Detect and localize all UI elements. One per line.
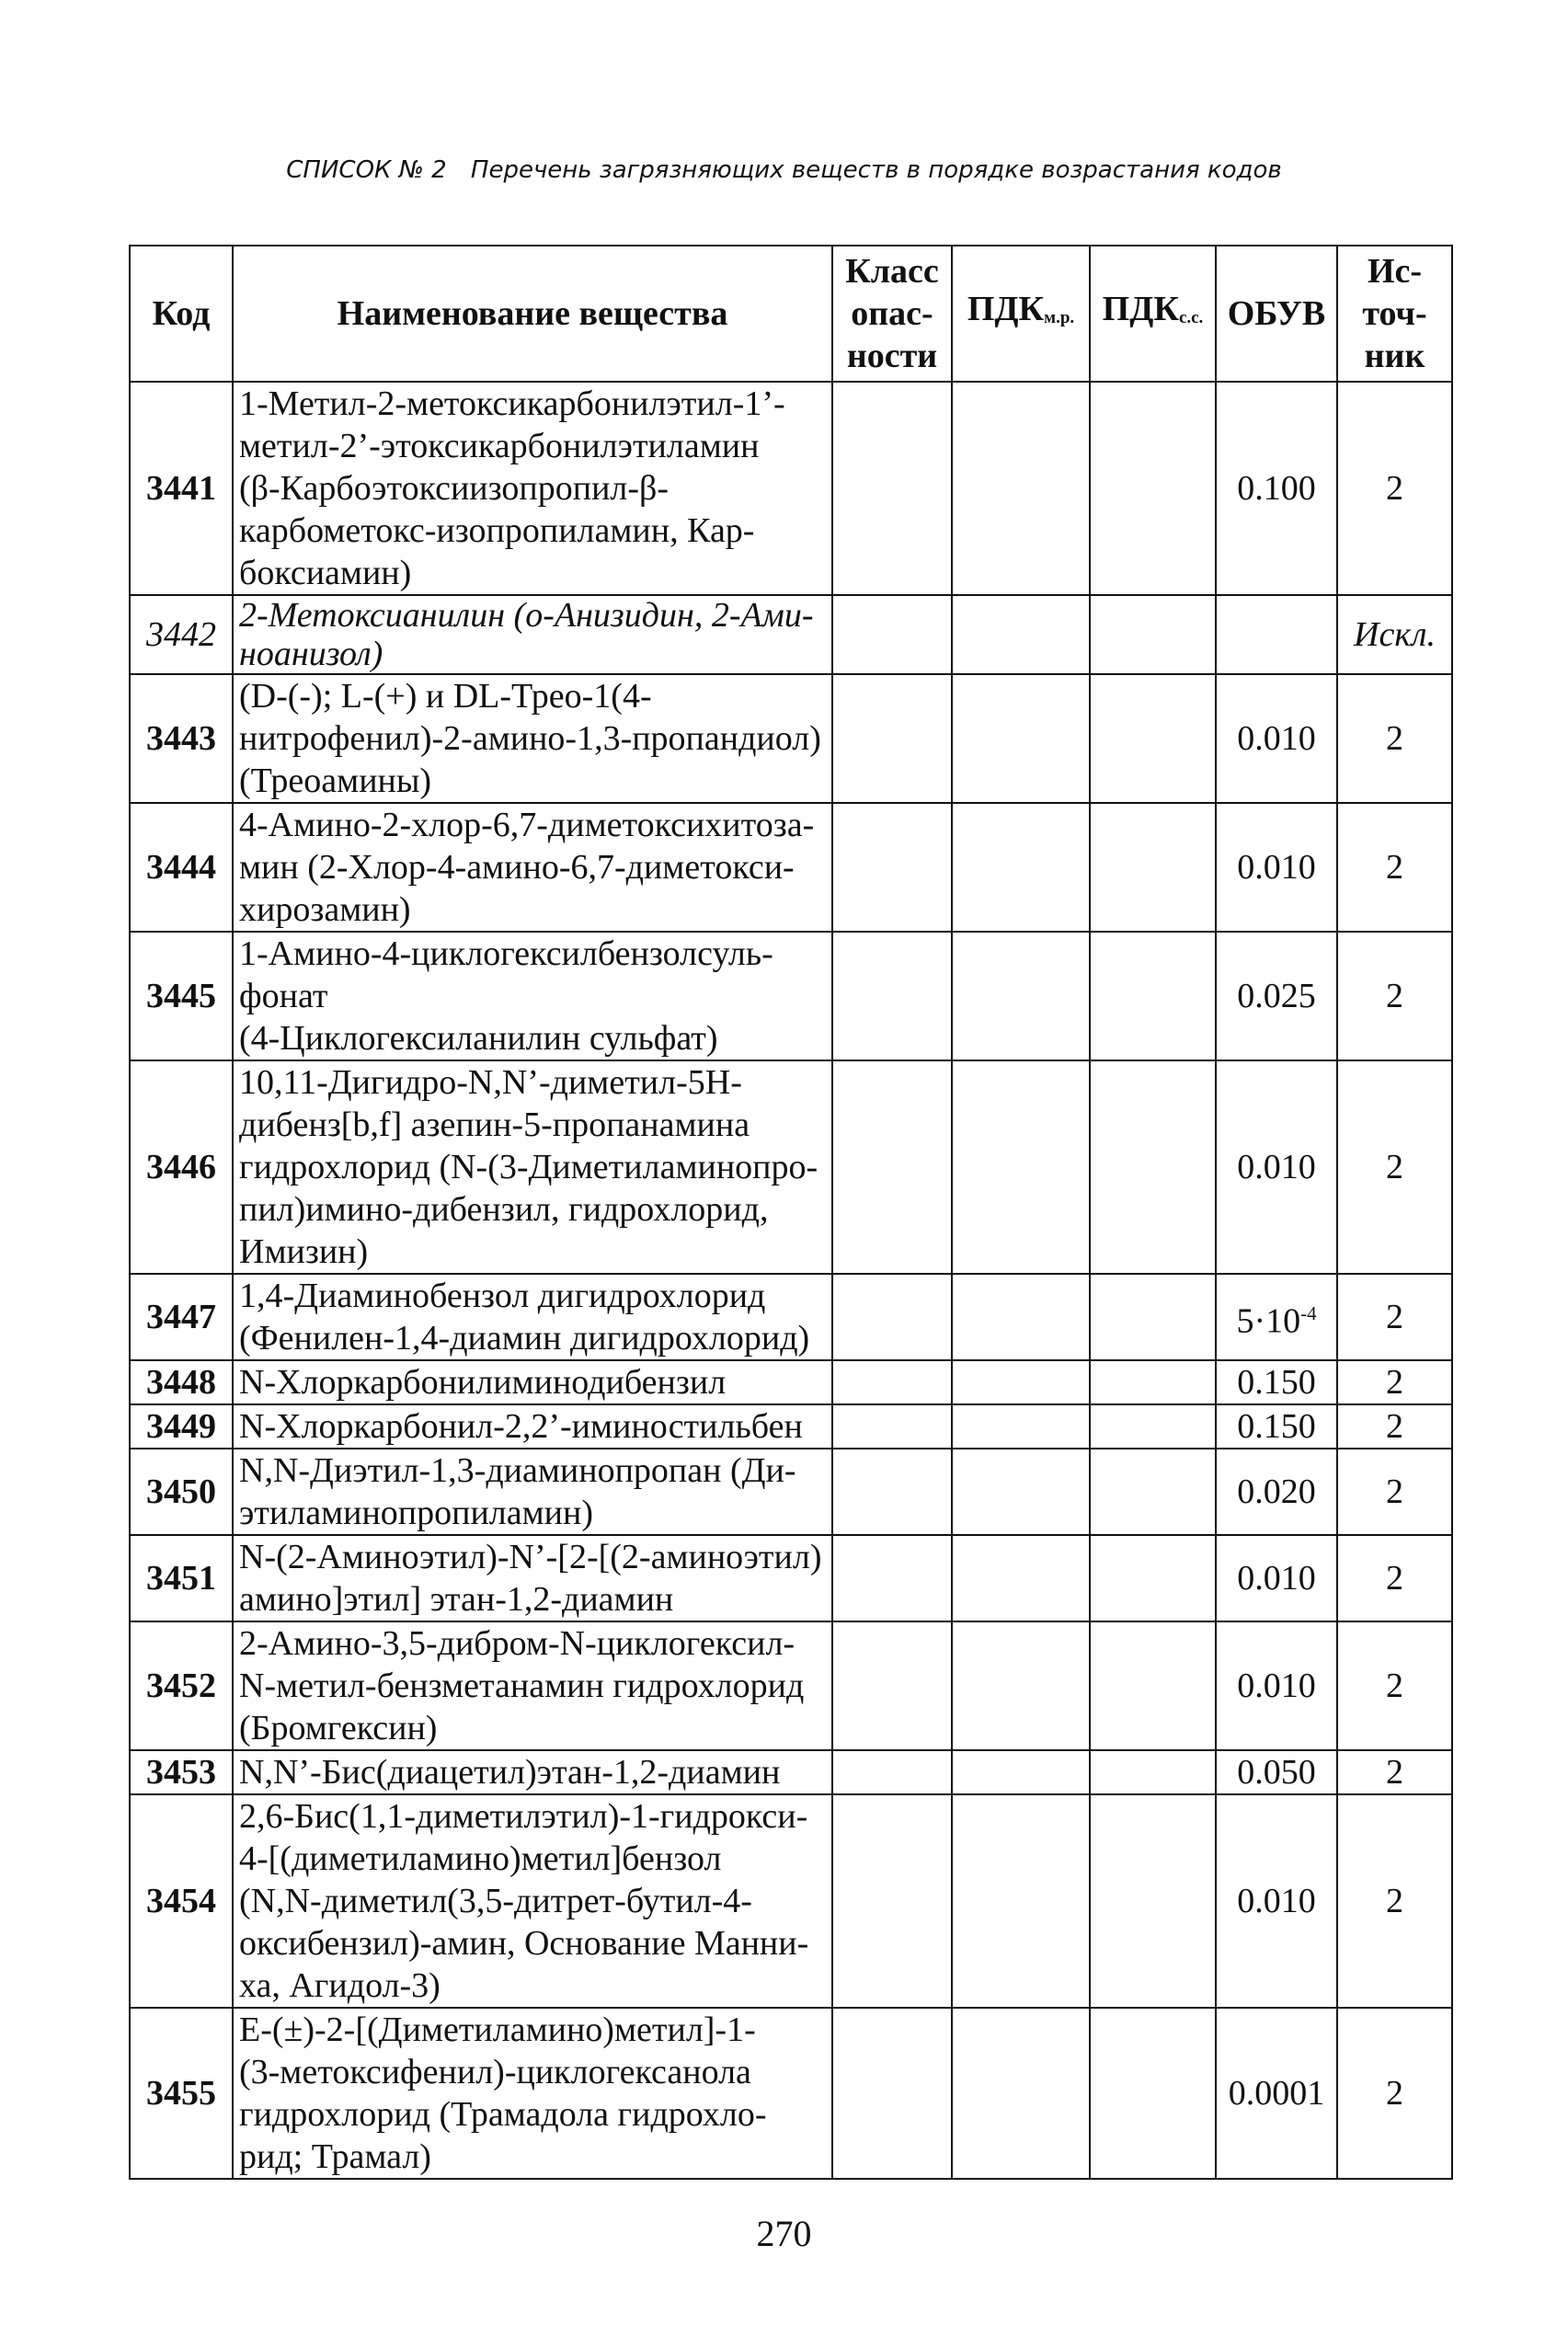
pdk-mr-cell <box>952 674 1090 803</box>
obuv-cell: 0.010 <box>1216 1621 1337 1750</box>
substance-code: 3445 <box>130 932 233 1060</box>
pdk-mr-cell <box>952 382 1090 595</box>
obuv-cell: 0.020 <box>1216 1449 1337 1535</box>
pdk-ss-cell <box>1090 1621 1216 1750</box>
substance-name-line: 1-Амино-4-циклогексилбензолсуль- <box>239 934 773 973</box>
substance-name-line: N,N’-Бис(диацетил)этан-1,2-диамин <box>239 1753 781 1792</box>
substance-name <box>233 1535 832 1621</box>
substance-code: 3455 <box>130 2008 233 2179</box>
page-number: 270 <box>756 2213 812 2254</box>
pdk-ss-cell <box>1090 1449 1216 1535</box>
pdk-ss-cell <box>1090 595 1216 674</box>
substance-code: 3447 <box>130 1274 233 1360</box>
table-row <box>130 1794 1452 2008</box>
substance-name-line: амино]этил] этан-1,2-диамин <box>239 1580 674 1619</box>
pdk-mr-cell <box>952 1449 1090 1535</box>
list-subtitle: Перечень загрязняющих веществ в порядке возрастания кодов <box>470 156 1282 184</box>
table-row <box>130 1360 1452 1404</box>
table-row <box>130 1621 1452 1750</box>
obuv-cell: 0.025 <box>1216 932 1337 1060</box>
substance-name-line: 2,6-Бис(1,1-диметилэтил)-1-гидрокси- <box>239 1797 808 1836</box>
pdk-mr-cell <box>952 1794 1090 2008</box>
table-row <box>130 1060 1452 1274</box>
substance-name-line: (Бромгексин) <box>239 1709 438 1747</box>
substance-name-line: 2-Амино-3,5-дибром-N-циклогексил- <box>239 1624 795 1663</box>
source-cell: 2 <box>1337 1750 1452 1794</box>
source-cell: 2 <box>1337 1535 1452 1621</box>
table-row <box>130 2008 1452 2179</box>
pdk-mr-cell <box>952 1535 1090 1621</box>
list-title: СПИСОК № 2 <box>286 156 447 184</box>
hazard-class-cell <box>832 1621 952 1750</box>
obuv-cell: 0.0001 <box>1216 2008 1337 2179</box>
substance-name <box>233 1404 832 1449</box>
table-row <box>130 595 1452 674</box>
substance-name <box>233 1750 832 1794</box>
table-row <box>130 1404 1452 1449</box>
hazard-class-cell <box>832 803 952 932</box>
substance-name-line: гидрохлорид (Трамадола гидрохло- <box>239 2095 767 2134</box>
obuv-cell: 0.010 <box>1216 1060 1337 1274</box>
source-cell: 2 <box>1337 1404 1452 1449</box>
obuv-cell: 0.150 <box>1216 1404 1337 1449</box>
hazard-class-cell <box>832 1535 952 1621</box>
col-source-header: Ис- точ- ник <box>1337 246 1452 382</box>
substance-code: 3451 <box>130 1535 233 1621</box>
substance-name <box>233 595 832 674</box>
substance-name-line: дибенз[b,f] азепин-5-пропанамина <box>239 1105 750 1144</box>
source-cell: 2 <box>1337 2008 1452 2179</box>
pdk-mr-cell <box>952 1404 1090 1449</box>
source-cell: 2 <box>1337 1449 1452 1535</box>
hazard-class-cell <box>832 382 952 595</box>
substance-name-line: карбометокс-изопропиламин, Кар- <box>239 511 755 550</box>
substance-name-line: ноанизол) <box>239 635 383 673</box>
obuv-cell: 0.010 <box>1216 803 1337 932</box>
obuv-cell <box>1216 595 1337 674</box>
hazard-class-cell <box>832 2008 952 2179</box>
pdk-ss-cell <box>1090 1750 1216 1794</box>
substance-name-line: метил-2’-этоксикарбонилэтиламин <box>239 427 760 465</box>
hazard-class-cell <box>832 1794 952 2008</box>
pdk-ss-cell <box>1090 1404 1216 1449</box>
substance-code: 3444 <box>130 803 233 932</box>
table-row <box>130 932 1452 1060</box>
substance-name <box>233 1449 832 1535</box>
obuv-cell: $5\cdot 10^{-4}$ <box>1216 1274 1337 1360</box>
substance-name-line: N-Хлоркарбонилиминодибензил <box>239 1363 727 1402</box>
substance-name <box>233 1274 832 1360</box>
substance-name-line: пил)имино-дибензил, гидрохлорид, <box>239 1190 769 1229</box>
table-row <box>130 382 1452 595</box>
col-name-header: Наименование вещества <box>233 246 832 382</box>
substance-name-line: (Треоамины) <box>239 762 432 800</box>
col-code-header: Код <box>130 246 233 382</box>
col-pdk-ss-header: $ПДК_{с.с.}$ <box>1090 246 1216 382</box>
substance-code: 3449 <box>130 1404 233 1449</box>
substance-name <box>233 1060 832 1274</box>
substance-name <box>233 674 832 803</box>
substance-name-line: Е-(±)-2-[(Диметиламино)метил]-1- <box>239 2011 756 2049</box>
substance-name-line: (3-метоксифенил)-циклогексанола <box>239 2053 751 2091</box>
hazard-class-cell <box>832 1060 952 1274</box>
substance-name-line: (β-Карбоэтоксиизопропил-β- <box>239 469 670 508</box>
pdk-ss-cell <box>1090 932 1216 1060</box>
pdk-ss-cell <box>1090 674 1216 803</box>
substance-name-line: N,N-Диэтил-1,3-диаминопропан (Ди- <box>239 1451 796 1490</box>
obuv-cell: 0.010 <box>1216 674 1337 803</box>
pdk-mr-cell <box>952 595 1090 674</box>
substance-name <box>233 2008 832 2179</box>
substance-name-line: N-метил-бензметанамин гидрохлорид <box>239 1667 805 1705</box>
pdk-mr-cell <box>952 1750 1090 1794</box>
pdk-ss-cell <box>1090 1360 1216 1404</box>
table-row <box>130 674 1452 803</box>
obuv-cell: 0.010 <box>1216 1535 1337 1621</box>
pdk-mr-cell <box>952 1060 1090 1274</box>
substance-name-line: 4-Амино-2-хлор-6,7-диметоксихитоза- <box>239 806 815 844</box>
substance-name-line: рид; Трамал) <box>239 2137 431 2176</box>
hazard-class-cell <box>832 674 952 803</box>
table-header-row <box>130 246 1452 382</box>
col-obuv-header: ОБУВ <box>1216 246 1337 382</box>
page-header <box>0 156 1568 184</box>
substance-name <box>233 1360 832 1404</box>
substance-name-line: (Фенилен-1,4-диамин дигидрохлорид) <box>239 1319 810 1358</box>
substance-name-line: хирозамин) <box>239 890 411 929</box>
table-row <box>130 1535 1452 1621</box>
substance-name-line: оксибензил)-амин, Основание Манни- <box>239 1924 809 1963</box>
hazard-class-cell <box>832 932 952 1060</box>
substance-name-line: (4-Циклогексиланилин сульфат) <box>239 1019 718 1058</box>
substance-name <box>233 382 832 595</box>
source-cell: 2 <box>1337 932 1452 1060</box>
substance-name-line: N-(2-Аминоэтил)-N’-[2-[(2-аминоэтил) <box>239 1538 822 1576</box>
substance-name-line: 10,11-Дигидро-N,N’-диметил-5Н- <box>239 1063 742 1102</box>
source-cell: 2 <box>1337 1621 1452 1750</box>
substance-code: 3441 <box>130 382 233 595</box>
col-pdk-mr-header: $ПДК_{м.р.}$ <box>952 246 1090 382</box>
substance-name <box>233 932 832 1060</box>
table-row <box>130 1274 1452 1360</box>
substance-name <box>233 803 832 932</box>
source-cell: 2 <box>1337 1794 1452 2008</box>
substance-name <box>233 1621 832 1750</box>
substance-name-line: 1,4-Диаминобензол дигидрохлорид <box>239 1277 766 1315</box>
substance-name-line: мин (2-Хлор-4-амино-6,7-диметокси- <box>239 848 795 887</box>
obuv-cell: 0.010 <box>1216 1794 1337 2008</box>
pdk-mr-cell <box>952 932 1090 1060</box>
substance-name-line: гидрохлорид (N-(3-Диметиламинопро- <box>239 1148 818 1186</box>
obuv-cell: 0.050 <box>1216 1750 1337 1794</box>
table-row <box>130 1750 1452 1794</box>
source-cell: Искл. <box>1337 595 1452 674</box>
pdk-mr-cell <box>952 1360 1090 1404</box>
substance-name-line: этиламинопропиламин) <box>239 1494 594 1532</box>
table-row <box>130 1449 1452 1535</box>
substance-name-line: фонат <box>239 977 328 1015</box>
hazard-class-cell <box>832 1404 952 1449</box>
substance-name <box>233 1794 832 2008</box>
pdk-ss-cell <box>1090 2008 1216 2179</box>
substance-name-line: 4-[(диметиламино)метил]бензол <box>239 1839 722 1878</box>
substance-code: 3448 <box>130 1360 233 1404</box>
substance-code: 3452 <box>130 1621 233 1750</box>
substance-code: 3443 <box>130 674 233 803</box>
substances-table <box>129 245 1453 2180</box>
hazard-class-cell <box>832 595 952 674</box>
pdk-ss-cell <box>1090 1794 1216 2008</box>
hazard-class-cell <box>832 1750 952 1794</box>
source-cell: 2 <box>1337 1274 1452 1360</box>
obuv-cell: 0.100 <box>1216 382 1337 595</box>
hazard-class-cell <box>832 1274 952 1360</box>
source-cell: 2 <box>1337 803 1452 932</box>
source-cell: 2 <box>1337 674 1452 803</box>
substance-code: 3453 <box>130 1750 233 1794</box>
substance-code: 3442 <box>130 595 233 674</box>
substance-name-line: нитрофенил)-2-амино-1,3-пропандиол) <box>239 719 821 758</box>
hazard-class-cell <box>832 1449 952 1535</box>
substance-code: 3454 <box>130 1794 233 2008</box>
pdk-mr-cell <box>952 1621 1090 1750</box>
hazard-class-cell <box>832 1360 952 1404</box>
source-cell: 2 <box>1337 1060 1452 1274</box>
pdk-ss-cell <box>1090 1060 1216 1274</box>
substance-name-line: Имизин) <box>239 1232 369 1271</box>
substance-name-line: 1-Метил-2-метоксикарбонилэтил-1’- <box>239 384 785 423</box>
source-cell: 2 <box>1337 382 1452 595</box>
table-row <box>130 803 1452 932</box>
table-body <box>130 382 1452 2179</box>
pdk-ss-cell <box>1090 803 1216 932</box>
obuv-cell: 0.150 <box>1216 1360 1337 1404</box>
pdk-mr-cell <box>952 1274 1090 1360</box>
substance-name-line: 2-Метоксианилин (о-Анизидин, 2-Ами- <box>239 596 814 635</box>
substance-name-line: N-Хлоркарбонил-2,2’-иминостильбен <box>239 1407 803 1446</box>
col-hazard-header: Класс опас- ности <box>832 246 952 382</box>
pdk-ss-cell <box>1090 382 1216 595</box>
pdk-ss-cell <box>1090 1535 1216 1621</box>
pdk-mr-cell <box>952 2008 1090 2179</box>
pdk-ss-cell <box>1090 1274 1216 1360</box>
pdk-mr-cell <box>952 803 1090 932</box>
substance-name-line: ха, Агидол-3) <box>239 1966 441 2005</box>
substance-name-line: (N,N-диметил(3,5-дитрет-бутил-4- <box>239 1882 752 1920</box>
substance-code: 3446 <box>130 1060 233 1274</box>
substance-name-line: боксиамин) <box>239 554 412 592</box>
substance-name-line: (D-(-); L-(+) и DL-Трео-1(4- <box>239 677 652 716</box>
source-cell: 2 <box>1337 1360 1452 1404</box>
substance-code: 3450 <box>130 1449 233 1535</box>
